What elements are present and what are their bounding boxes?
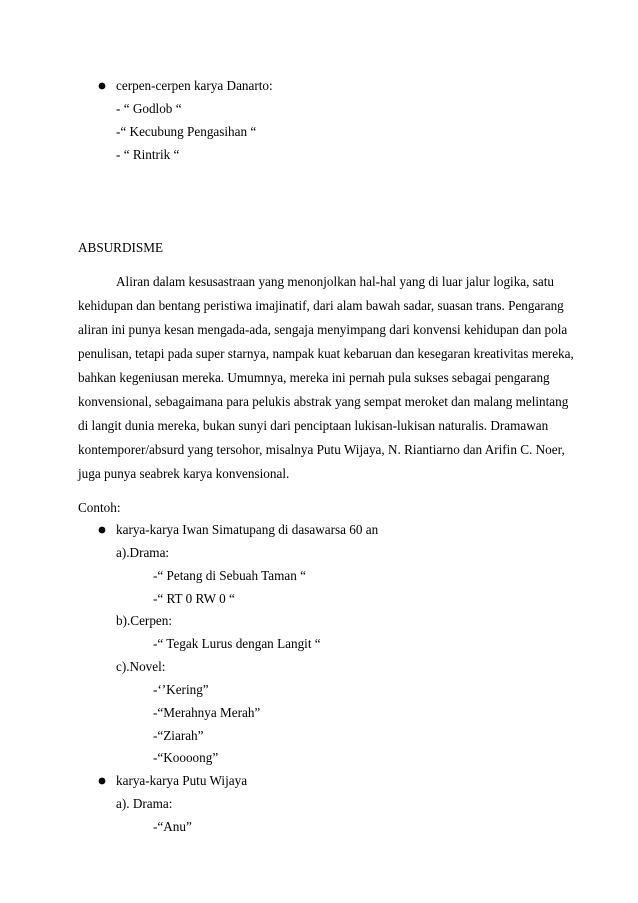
list-item: - “ Godlob “	[116, 101, 182, 116]
bullet-icon	[95, 774, 109, 788]
list-item: karya-karya Iwan Simatupang di dasawarsa 60 an	[116, 522, 379, 537]
list-item: -“ Kecubung Pengasihan “	[116, 124, 257, 139]
sublist-item: -“ RT 0 RW 0 “	[153, 591, 235, 606]
sublist-item: -‘’Kering”	[153, 682, 209, 697]
paragraph-line: Aliran dalam kesusastraan yang menonjolkan hal-hal yang di luar jalur logika, satu	[116, 274, 554, 289]
sublist-item: -“Anu”	[153, 819, 192, 834]
sublist-item: -“Koooong”	[153, 750, 219, 765]
sublist-item: -“Ziarah”	[153, 728, 204, 743]
paragraph-line: aliran ini punya kesan mengada-ada, sengaja menyimpang dari konvensi kehidupan dan pola	[78, 322, 568, 337]
list-item: cerpen-cerpen karya Danarto:	[116, 78, 273, 93]
bullet-icon	[95, 523, 109, 537]
paragraph-line: juga punya seabrek karya konvensional.	[78, 466, 290, 481]
sublist-label: a). Drama:	[116, 796, 173, 811]
paragraph-line: bahkan kegeniusan mereka. Umumnya, mereka ini pernah pula sukses sebagai pengarang	[78, 370, 550, 385]
list-item: - “ Rintrik “	[116, 147, 180, 162]
sublist-item: -“Merahnya Merah”	[153, 705, 261, 720]
sublist-item: -“ Petang di Sebuah Taman “	[153, 568, 307, 583]
paragraph-line: kontemporer/absurd yang tersohor, misalnya Putu Wijaya, N. Riantiarno dan Arifin C. Noer,	[78, 442, 565, 457]
sublist-item: -“ Tegak Lurus dengan Langit “	[153, 636, 321, 651]
example-label: Contoh:	[78, 500, 121, 515]
paragraph-line: di langit dunia mereka, bukan sunyi dari penciptaan lukisan-lukisan naturalis. Dramawan	[78, 418, 549, 433]
bullet-icon	[95, 79, 109, 93]
section-heading: ABSURDISME	[78, 240, 164, 255]
sublist-label: a).Drama:	[116, 545, 170, 560]
paragraph-line: konvensional, sebagaimana para pelukis abstrak yang sempat meroket dan malang melintang	[78, 394, 569, 409]
list-item: karya-karya Putu Wijaya	[116, 773, 248, 788]
paragraph-line: penulisan, tetapi pada super starnya, nampak kuat kebaruan dan kesegaran kreativitas mereka,	[78, 346, 574, 361]
paragraph-line: kehidupan dan bentang peristiwa imajinatif, dari alam bawah sadar, suasan trans. Pengarang	[78, 298, 564, 313]
sublist-label: b).Cerpen:	[116, 613, 173, 628]
sublist-label: c).Novel:	[116, 659, 166, 674]
